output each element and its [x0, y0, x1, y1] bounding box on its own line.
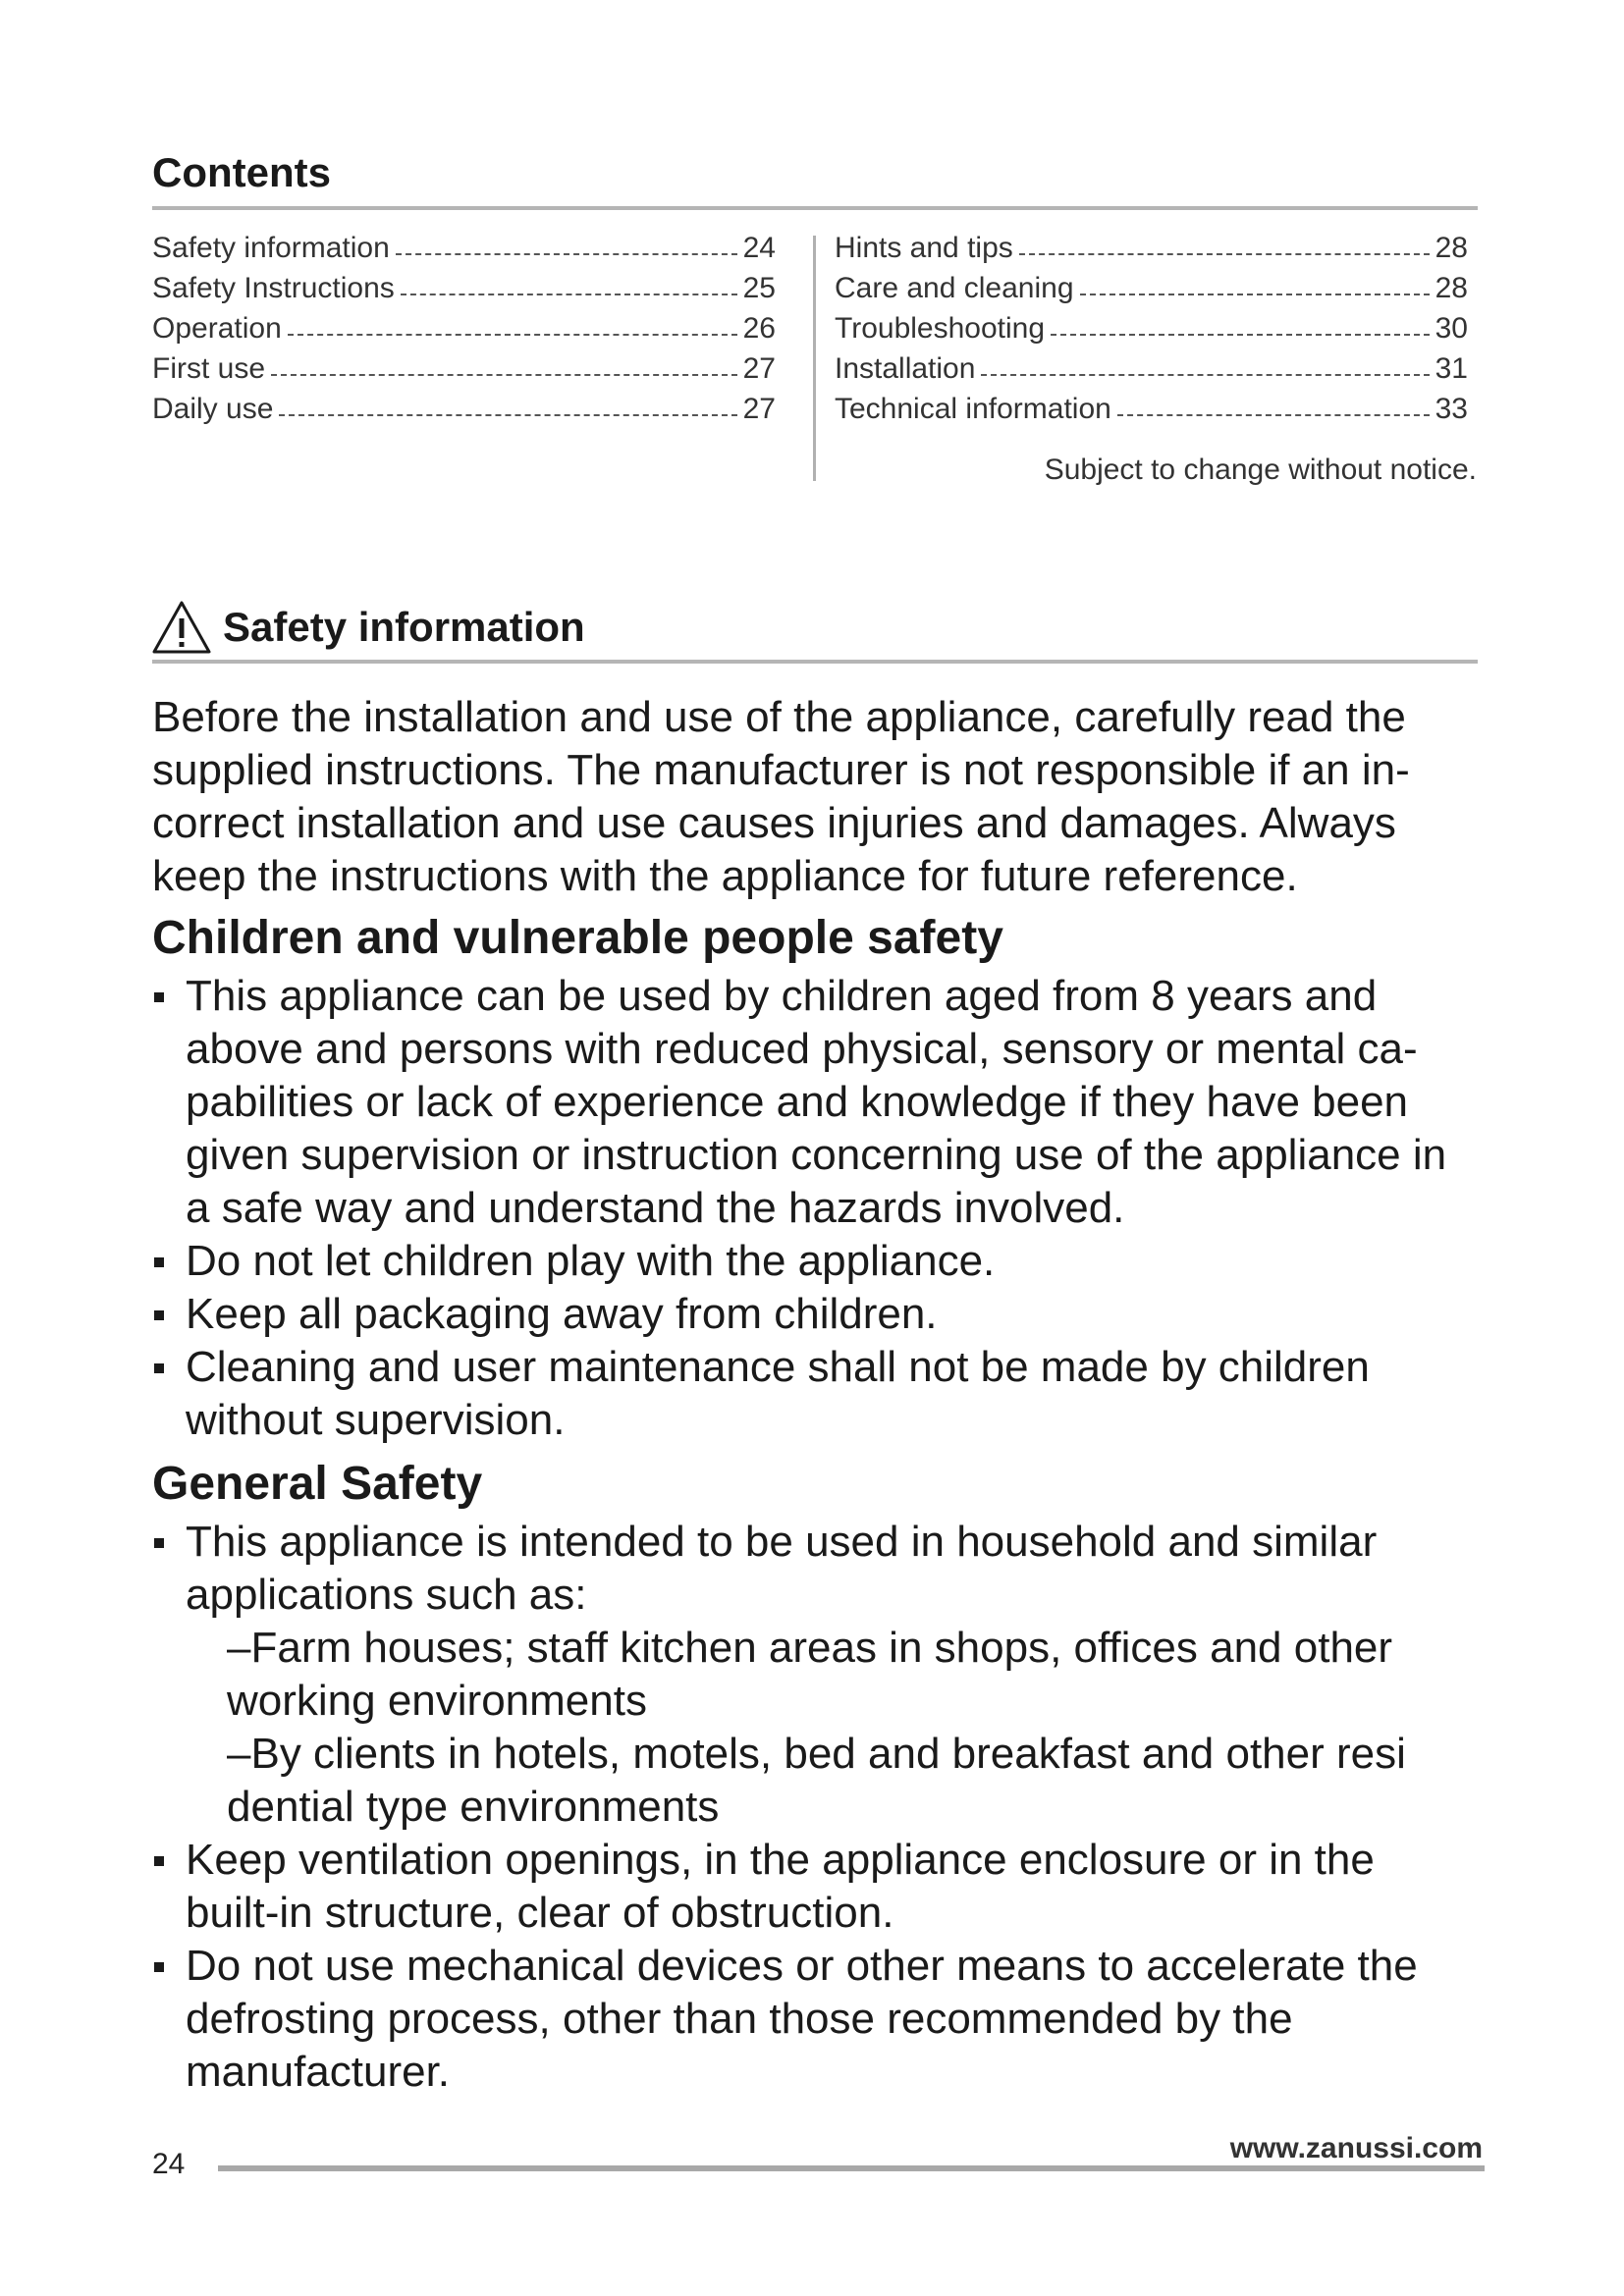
list-item: Cleaning and user maintenance shall not be made by children without supervision. [152, 1341, 1478, 1447]
toc-entry[interactable] [835, 232, 1468, 272]
list-item: Keep all packaging away from children. [152, 1288, 1478, 1341]
general-heading: General Safety [152, 1458, 483, 1510]
toc-label: Hints and tips [835, 232, 1013, 264]
toc-leader [1019, 253, 1430, 255]
contents-rule [152, 206, 1478, 210]
toc-entry[interactable] [152, 272, 776, 312]
list-item-text: This appliance is intended to be used in household and similar applications such as: [186, 1518, 1378, 1619]
toc-page: 25 [742, 272, 776, 304]
toc-leader [396, 253, 737, 255]
toc-label: Safety Instructions [152, 272, 395, 304]
safety-body [152, 691, 1478, 2099]
toc-page: 27 [742, 352, 776, 385]
toc-label: Operation [152, 312, 282, 345]
toc-page: 28 [1435, 272, 1468, 304]
toc-left-column [152, 232, 776, 433]
list-item: Do not let children play with the appliance. [152, 1235, 1478, 1288]
toc-entry[interactable] [835, 352, 1468, 393]
contents-title: Contents [152, 149, 331, 195]
toc-label: Installation [835, 352, 976, 385]
safety-header [150, 599, 585, 656]
toc-page: 31 [1435, 352, 1468, 385]
toc-entry[interactable] [835, 272, 1468, 312]
toc-entry[interactable] [152, 232, 776, 272]
sub-item: –By clients in hotels, motels, bed and breakfast and other resi dential type environments [227, 1730, 1406, 1831]
list-item: Do not use mechanical devices or other means to accelerate the defrosting process, other than those recommended by the manufacturer. [152, 1940, 1478, 2099]
children-list [152, 970, 1478, 1447]
page-number: 24 [152, 2148, 186, 2180]
children-heading: Children and vulnerable people safety [152, 912, 1003, 964]
toc-leader [279, 414, 736, 416]
toc-label: Technical information [835, 393, 1111, 425]
toc-page: 26 [742, 312, 776, 345]
sub-item: –Farm houses; staff kitchen areas in shops, offices and other working environments [227, 1624, 1393, 1725]
toc-page: 33 [1435, 393, 1468, 425]
toc-label: Safety information [152, 232, 390, 264]
toc-leader [1080, 294, 1430, 295]
toc-label: First use [152, 352, 266, 385]
footer-rule [218, 2165, 1485, 2171]
toc-leader [271, 374, 737, 376]
toc-label: Care and cleaning [835, 272, 1074, 304]
toc-page: 30 [1435, 312, 1468, 345]
toc-entry[interactable] [152, 312, 776, 352]
list-item: Keep ventilation openings, in the appliance enclosure or in the built-in structure, clear of obstruction. [152, 1834, 1478, 1940]
toc-leader [1117, 414, 1430, 416]
toc-entry[interactable] [152, 393, 776, 433]
general-list [152, 1516, 1478, 2099]
safety-title: Safety information [223, 604, 585, 650]
toc-page: 28 [1435, 232, 1468, 264]
toc-page: 24 [742, 232, 776, 264]
toc-page: 27 [742, 393, 776, 425]
safety-rule [152, 660, 1478, 664]
toc-leader [981, 374, 1429, 376]
toc-leader [288, 334, 737, 336]
toc-right-column [835, 232, 1468, 433]
list-item: This appliance can be used by children aged from 8 years and above and persons with reduced physical, sensory or mental ca- pabilities or lack of experience and knowledge if they have been given supervision or instruction concerning use of the appliance in a safe way and understand the hazards involved. [152, 970, 1478, 1235]
toc-label: Troubleshooting [835, 312, 1046, 345]
website-link[interactable]: www.zanussi.com [1229, 2132, 1483, 2164]
list-item [152, 1516, 1478, 1834]
toc-divider [813, 236, 816, 481]
warning-triangle-icon [150, 599, 213, 656]
change-notice: Subject to change without notice. [1044, 454, 1477, 486]
toc-entry[interactable] [152, 352, 776, 393]
safety-intro: Before the installation and use of the appliance, carefully read the supplied instructions. The manufacturer is not responsible if an in- correct installation and use causes injuries and damages. Always keep the instructions with the appliance for future reference. [152, 693, 1410, 900]
toc-label: Daily use [152, 393, 274, 425]
toc-entry[interactable] [835, 312, 1468, 352]
toc-leader [1051, 334, 1430, 336]
toc-entry[interactable] [835, 393, 1468, 433]
toc-leader [401, 294, 737, 295]
